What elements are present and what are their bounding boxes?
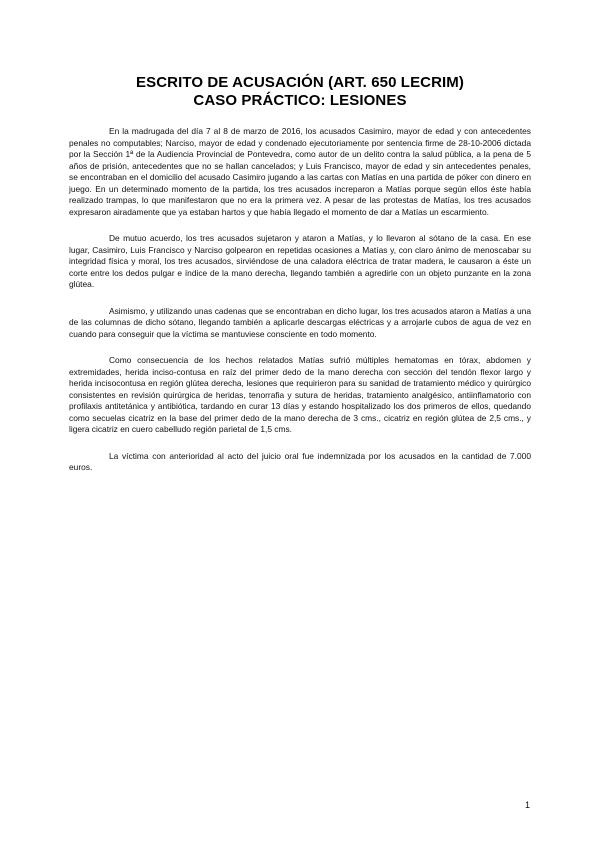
paragraph-assault: De mutuo acuerdo, los tres acusados sujetaron y ataron a Matías, y lo llevaron al sótano de la casa. En ese lugar, Casimiro, Luis Francisco y Narciso golpearon en repetidas ocasiones a Matías y, con claro ánimo de menoscabar su integridad física y moral, los tres acusados, sirviéndose de una caladora eléctrica de tratar madera, le causaron a éste un corte entre los dedos pulgar e índice de la mano derecha, llegando también a agredirle con un objeto punzante en la zona glútea. <box>69 233 531 289</box>
title-line-main: ESCRITO DE ACUSACIÓN (ART. 650 LECRIM) <box>136 74 464 91</box>
page-number: 1 <box>524 800 530 810</box>
paragraph-facts: En la madrugada del día 7 al 8 de marzo de 2016, los acusados Casimiro, mayor de edad y con antecedentes penales no computables; Narciso, mayor de edad y condenado ejecutoriamente por sentencia firme de 28-10-2006 dictada por la Sección 1ª de la Audiencia Provincial de Pontevedra, como autor de un delito contra la salud pública, a la pena de 5 años de prisión, antecedentes que no se hallan cancelados; y Luis Francisco, mayor de edad y sin antecedentes penales, se encontraban en el domicilio del acusado Casimiro jugando a las cartas con Matías en una partida de póker con dinero en juego. En un determinado momento de la partida, los tres acusados increparon a Matías porque según ellos éste había realizado trampas, lo que manifestaron que no era la primera vez. A pesar de las protestas de Matías, los tres acusados expresaron airadamente que ya estaban hartos y que había llegado el momento de dar a Matías un escarmiento. <box>69 126 531 217</box>
document-body <box>69 126 531 489</box>
paragraph-injuries: Como consecuencia de los hechos relatados Matías sufrió múltiples hematomas en tórax, abdomen y extremidades, herida inciso-contusa en raíz del primer dedo de la mano derecha con sección del tendón flexor largo y herida incisocontusa en región glútea derecha, lesiones que requirieron para su sanidad de tratamiento médico y quirúrgico consistentes en revisión quirúrgica de heridas, tenorrafia y sutura de heridas, tratamiento analgésico, antiinflamatorio con profilaxis antitetánica y antibiótica, tardando en curar 13 días y estando hospitalizado los dos primeros de ellos, quedando como secuelas cicatriz en la base del primer dedo de la mano derecha de 3 cms., cicatriz en región glútea de 2,5 cms., y ligera cicatriz en cuero cabelludo región parietal de 1,5 cms. <box>69 355 531 434</box>
paragraph-chains: Asimismo, y utilizando unas cadenas que se encontraban en dicho lugar, los tres acusados ataron a Matías a una de las columnas de dicho sótano, llegando también a aplicarle descargas eléctricas y a arrojarle cubos de agua de vez en cuando para conseguir que la víctima se mantuviese consciente en todo momento. <box>69 305 531 339</box>
document-title <box>60 74 540 110</box>
paragraph-compensation: La víctima con anterioridad al acto del juicio oral fue indemnizada por los acusados en la cantidad de 7.000 euros. <box>69 450 531 472</box>
title-line-subtitle: CASO PRÁCTICO: LESIONES <box>193 92 407 109</box>
